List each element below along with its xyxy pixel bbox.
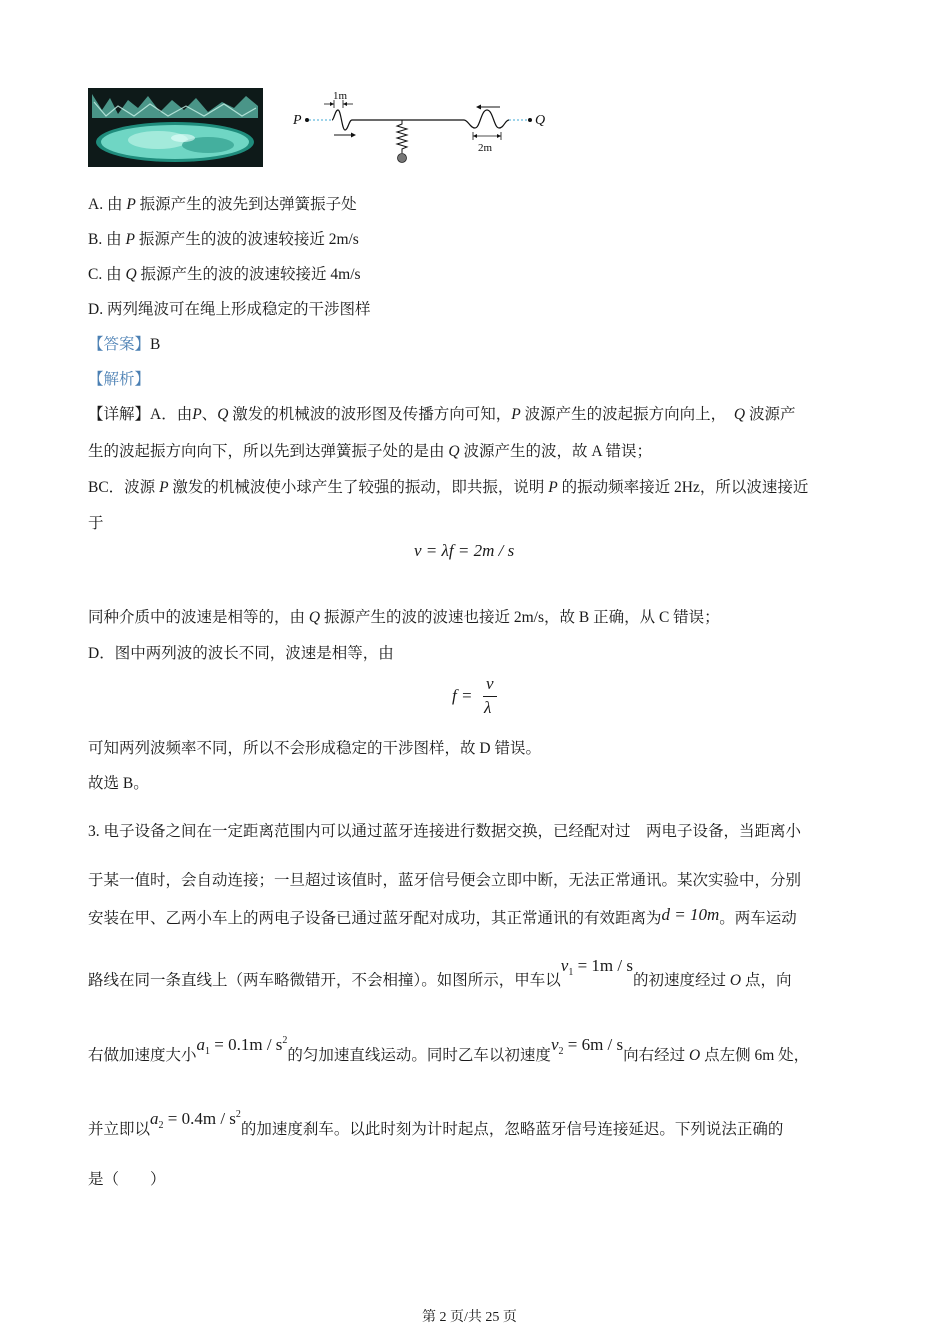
label-2m: 2m bbox=[478, 142, 493, 154]
detail-line-7: 可知两列波频率不同，所以不会形成稳定的干涉图样，故 D 错误。 bbox=[88, 740, 541, 757]
label-q: Q bbox=[535, 113, 546, 128]
q3-line-3: 安装在甲、乙两小车上的两电子设备已通过蓝牙配对成功，其正常通讯的有效距离为d = 10m。两车运动 bbox=[88, 905, 797, 927]
detail-line-5: 同种介质中的波速是相等的，由 Q 振源产生的波的波速也接近 2m/s，故 B 正确，从 C 错误； bbox=[88, 609, 720, 626]
label-1m: 1m bbox=[333, 90, 348, 102]
q3-line-5: 右做加速度大小$a_1 = 0.1m / s^2$的匀加速直线运动。同时乙车以初速度$v_2 = 6m / s$向右经过 O 点左侧 6m 处， bbox=[88, 1035, 810, 1064]
q3-line-6: 并立即以$a_2 = 0.4m / s^2$的加速度刹车。以此时刻为计时起点，忽略蓝牙信号连接延迟。下列说法正确的 bbox=[88, 1109, 784, 1138]
label-p: P bbox=[293, 113, 302, 128]
answer-label: 【答案】 bbox=[88, 336, 151, 353]
option-c: C. 由 Q 振源产生的波的波速较接近 4m/s bbox=[88, 266, 361, 283]
detail-line-2: 生的波起振方向向下，所以先到达弹簧振子处的是由 Q 波源产生的波，故 A 错误； bbox=[88, 443, 653, 460]
wave-diagram bbox=[290, 88, 550, 168]
analysis-label: 【解析】 bbox=[88, 371, 151, 388]
answer bbox=[88, 332, 160, 354]
detail-line-1: 【详解】A．由P、Q 激发的机械波的波形图及传播方向可知，P 波源产生的波起振方向向上， Q 波源产 bbox=[88, 406, 796, 423]
q3-line-7: 是（ ） bbox=[88, 1171, 166, 1188]
rope-wave-photo bbox=[88, 88, 263, 167]
page-footer: 第 2 页/共 25 页 bbox=[422, 1310, 517, 1325]
detail-line-3: BC．波源 P 激发的机械波使小球产生了较强的振动，即共振，说明 P 的振动频率接近 2Hz，所以波速接近 bbox=[88, 479, 809, 496]
detail-line-4: 于 bbox=[88, 515, 104, 532]
detail-line-6: D．图中两列波的波长不同，波速是相等，由 bbox=[88, 645, 394, 662]
equation-wave-speed: v = λf = 2m / s bbox=[414, 541, 515, 560]
option-d: D. 两列绳波可在绳上形成稳定的干涉图样 bbox=[88, 301, 371, 318]
option-b: B. 由 P 振源产生的波的波速较接近 2m/s bbox=[88, 231, 359, 248]
q3-line-1: 3. 电子设备之间在一定距离范围内可以通过蓝牙连接进行数据交换，已经配对过 两电子设备，当距离小 bbox=[88, 823, 802, 840]
option-a: A. 由 P 振源产生的波先到达弹簧振子处 bbox=[88, 196, 357, 213]
detail-line-8: 故选 B。 bbox=[88, 775, 149, 792]
answer-value: B bbox=[150, 336, 161, 353]
q3-line-4: 路线在同一条直线上（两车略微错开，不会相撞）。如图所示，甲车以$v_1 = 1m / s$的初速度经过 O 点，向 bbox=[88, 956, 792, 989]
q3-line-2: 于某一值时，会自动连接；一旦超过该值时，蓝牙信号便会立即中断，无法正常通讯。某次实验中，分别 bbox=[88, 872, 802, 889]
